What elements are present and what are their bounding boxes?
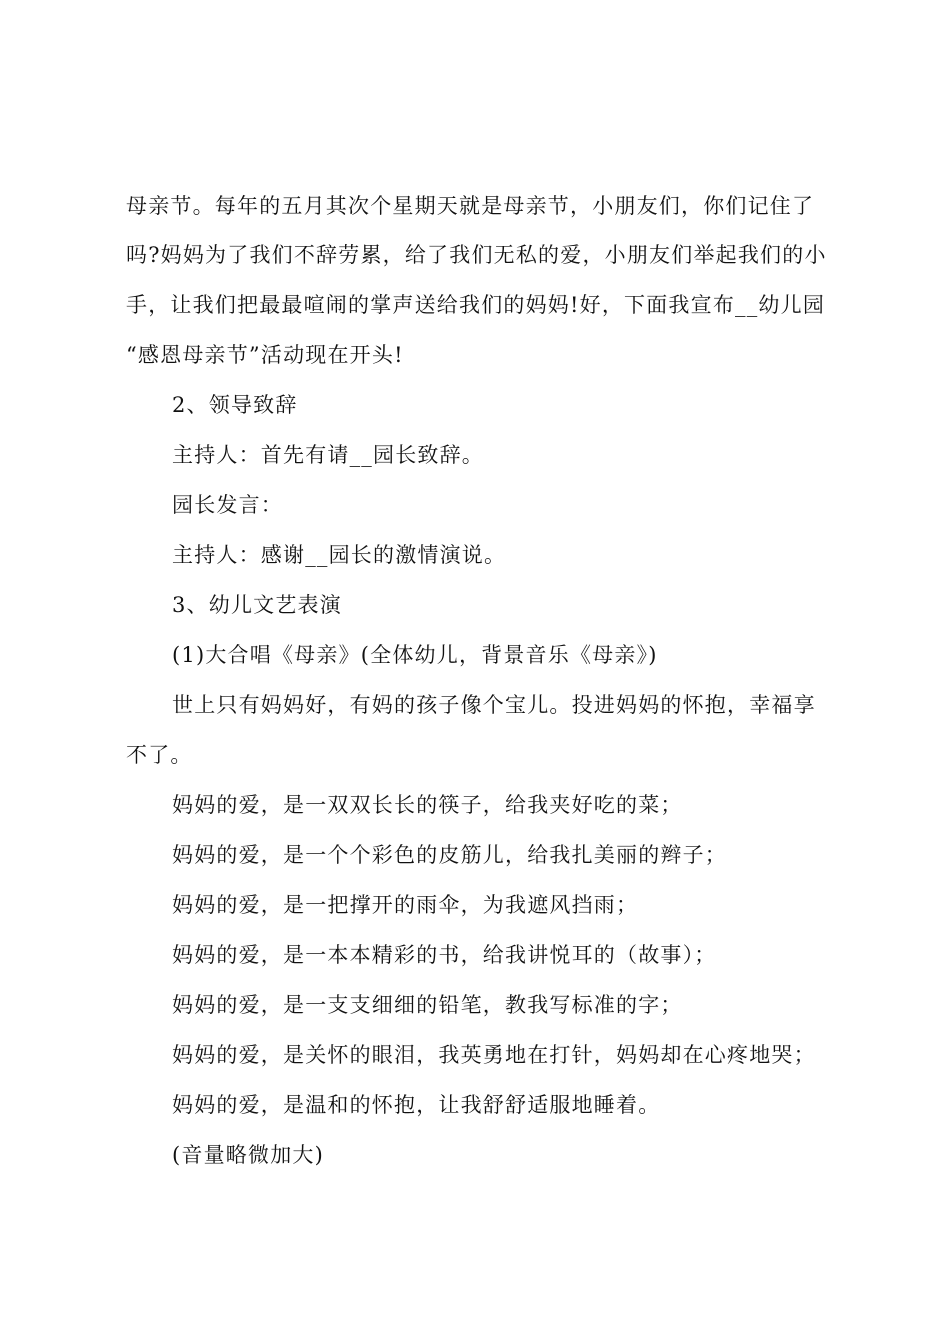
verse-line: 妈妈的爱，是关怀的眼泪，我英勇地在打针，妈妈却在心疼地哭； bbox=[172, 1043, 816, 1067]
text-line: 母亲节。每年的五月其次个星期天就是母亲节，小朋友们，你们记住了 bbox=[126, 194, 815, 218]
verse-line: 妈妈的爱，是一把撑开的雨伞，为我遮风挡雨； bbox=[172, 893, 639, 917]
text-line: (1)大合唱《母亲》(全体幼儿，背景音乐《母亲》) bbox=[172, 643, 658, 667]
text-line: 不了。 bbox=[126, 743, 193, 767]
text-line: 主持人：首先有请__园长致辞。 bbox=[172, 443, 484, 467]
text-line: (音量略微加大) bbox=[172, 1143, 324, 1167]
verse-line: 妈妈的爱，是一本本精彩的书，给我讲悦耳的（故事）； bbox=[172, 943, 717, 967]
text-line: 手，让我们把最最喧闹的掌声送给我们的妈妈!好，下面我宣布__幼儿园 bbox=[126, 293, 826, 317]
verse-line: 妈妈的爱，是一个个彩色的皮筋儿，给我扎美丽的辫子； bbox=[172, 843, 727, 867]
section-heading: 3、幼儿文艺表演 bbox=[172, 593, 342, 617]
text-line: 吗?妈妈为了我们不辞劳累，给了我们无私的爱，小朋友们举起我们的小 bbox=[126, 243, 827, 267]
text-line: 园长发言： bbox=[172, 493, 283, 517]
verse-line: 妈妈的爱，是一双双长长的筷子，给我夹好吃的菜； bbox=[172, 793, 683, 817]
verse-line: 妈妈的爱，是温和的怀抱，让我舒舒适服地睡着。 bbox=[172, 1093, 661, 1117]
section-heading: 2、领导致辞 bbox=[172, 393, 298, 417]
text-line: “感恩母亲节”活动现在开头! bbox=[126, 343, 404, 367]
text-line: 世上只有妈妈好，有妈的孩子像个宝儿。投进妈妈的怀抱，幸福享 bbox=[172, 693, 816, 717]
text-line: 主持人：感谢__园长的激情演说。 bbox=[172, 543, 507, 567]
verse-line: 妈妈的爱，是一支支细细的铅笔，教我写标准的字； bbox=[172, 993, 683, 1017]
